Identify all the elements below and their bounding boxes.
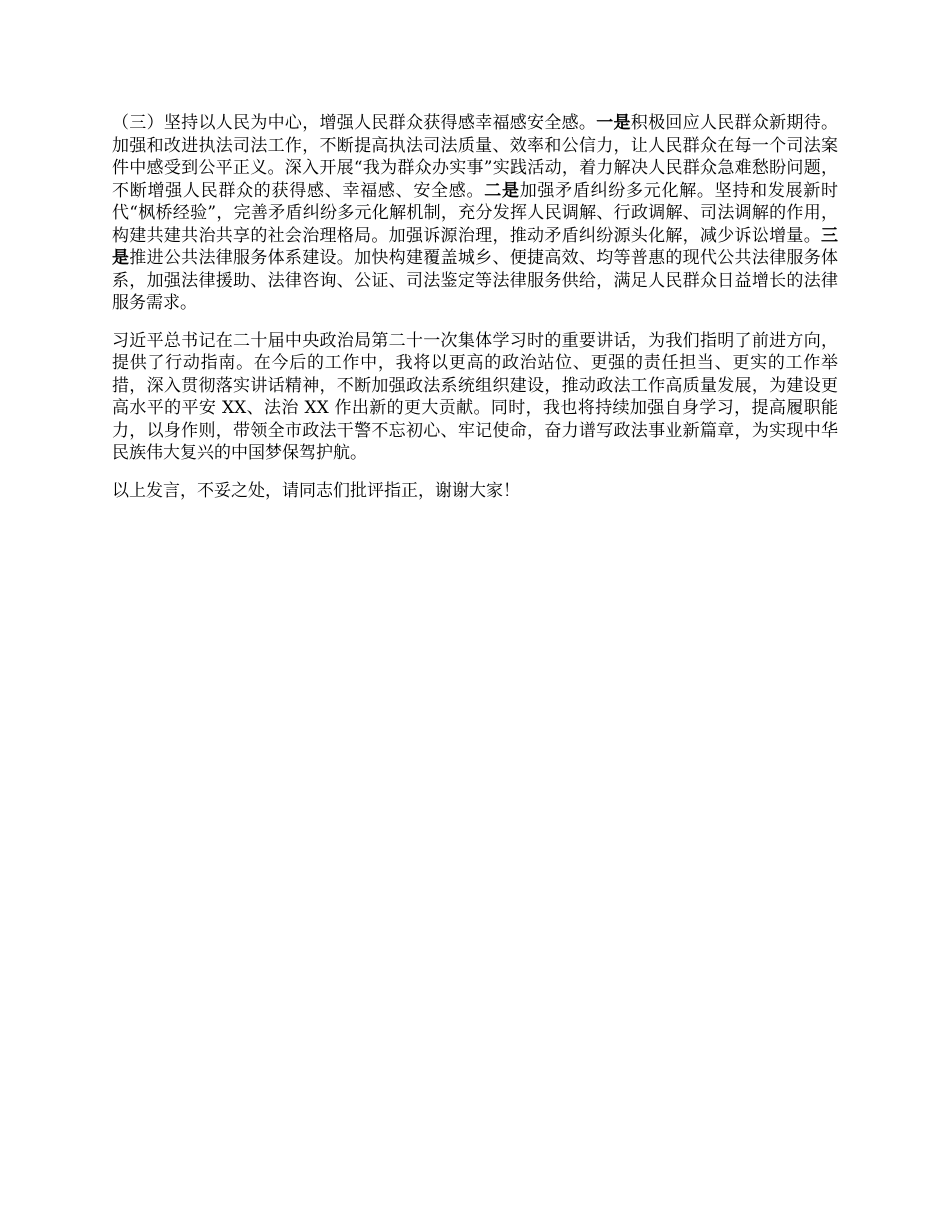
bold-marker-second: 二是 xyxy=(484,180,520,201)
paragraph-text: 推进公共法律服务体系建设。加快构建覆盖城乡、便捷高效、均等普惠的现代公共法律服务体系，加强法律援助、法律咨询、公证、司法鉴定等法律服务供给，满足人民群众日益增长的法律服务需求。 xyxy=(112,248,839,313)
paragraph-heading-text: （三）坚持以人民为中心，增强人民群众获得感幸福感安全感。 xyxy=(112,113,597,133)
paragraph-text: 积极回应人民群众新期待。加强和改进执法司法工作，不断提高执法司法质量、效率和公信力，让人民群众在每一个司法案件中感受到公平正义。深入开展“我为群众办实事”实践活动，着力解决人民群众急难愁盼问题，不断增强人民群众的获得感、幸福感、安全感。 xyxy=(112,113,839,201)
closing-remark: 以上发言，不妥之处，请同志们批评指正，谢谢大家！ xyxy=(112,480,520,501)
bold-marker-third: 三是 xyxy=(112,225,838,268)
paragraph-text: 加强矛盾纠纷多元化解。坚持和发展新时代“枫桥经验”，完善矛盾纠纷多元化解机制，充分发挥人民调解、行政调解、司法调解的作用，构建共建共治共享的社会治理格局。加强诉源治理，推动矛盾纠纷源头化解，减少诉讼增量。 xyxy=(112,180,839,246)
paragraph-conclusion: 习近平总书记在二十届中央政治局第二十一次集体学习时的重要讲话，为我们指明了前进方向，提供了行动指南。在今后的工作中，我将以更高的政治站位、更强的责任担当、更实的工作举措，深入贯彻落实讲话精神，不断加强政法系统组织建设，推动政法工作高质量发展，为建设更高水平的平安 XX、法治 XX 作出新的更大贡献。同时，我也将持续加强自身学习，提高履职能力，以身作则，带领全市政法干警不忘初心、牢记使命，奋力谱写政法事业新篇章，为实现中华民族伟大复兴的中国梦保驾护航。 xyxy=(112,330,838,463)
bold-marker-first: 一是 xyxy=(596,113,631,133)
paragraph-people-centered xyxy=(112,112,838,315)
document-page xyxy=(112,112,838,502)
